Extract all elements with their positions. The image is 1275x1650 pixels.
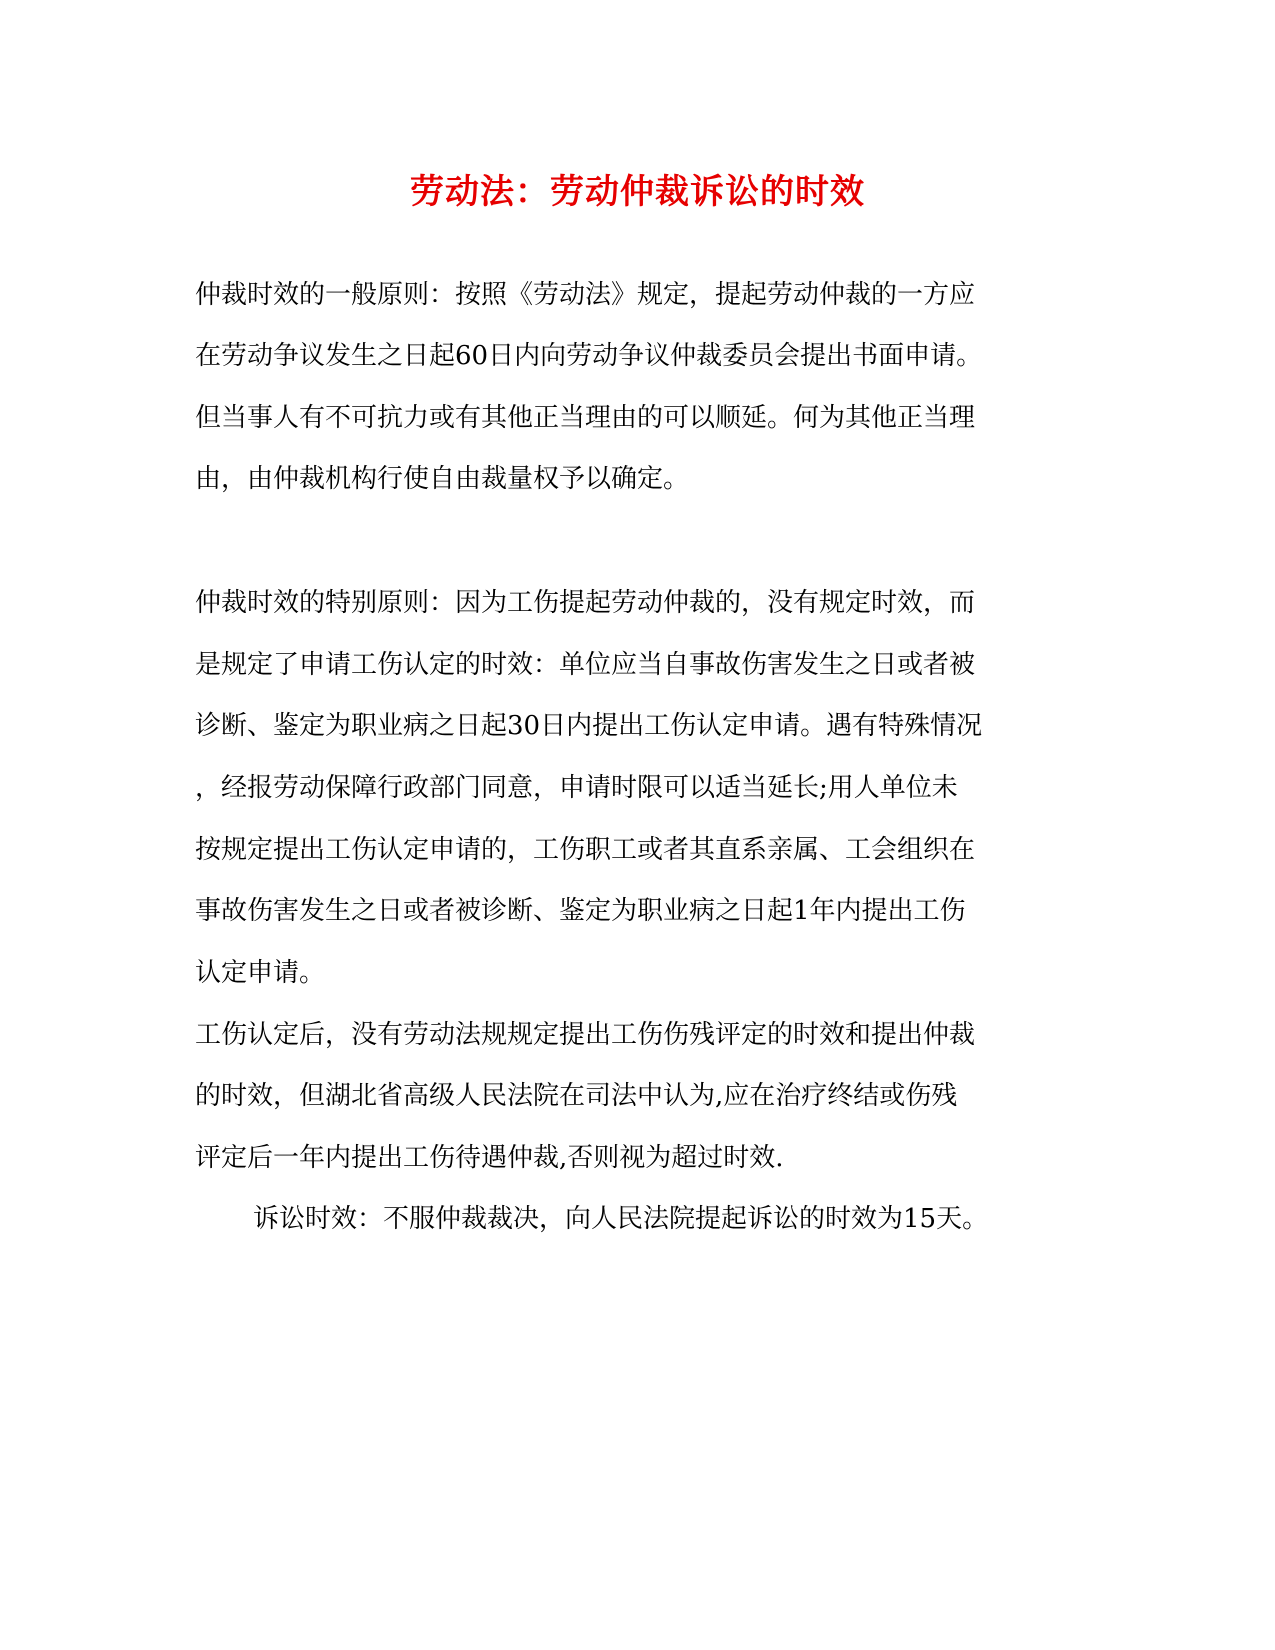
text-line: 在劳动争议发生之日起60日内向劳动争议仲裁委员会提出书面申请。 (195, 341, 983, 371)
text-line: 工伤认定后，没有劳动法规规定提出工伤伤残评定的时效和提出仲裁 (195, 1020, 976, 1050)
text-line: 是规定了申请工伤认定的时效：单位应当自事故伤害发生之日或者被 (195, 650, 976, 680)
text-line: 按规定提出工伤认定申请的，工伤职工或者其直系亲属、工会组织在 (195, 835, 976, 865)
document-title: 劳动法：劳动仲裁诉讼的时效 (410, 172, 865, 212)
text-line: 诊断、鉴定为职业病之日起30日内提出工伤认定申请。遇有特殊情况 (195, 711, 983, 741)
text-line: 由，由仲裁机构行使自由裁量权予以确定。 (195, 464, 690, 494)
text-line: 认定申请。 (195, 958, 326, 988)
text-line: 仲裁时效的特别原则：因为工伤提起劳动仲裁的，没有规定时效，而 (195, 588, 976, 618)
text-line: 的时效，但湖北省高级人民法院在司法中认为,应在治疗终结或伤残 (195, 1081, 958, 1111)
text-line: 但当事人有不可抗力或有其他正当理由的可以顺延。何为其他正当理 (195, 403, 976, 433)
text-line: 仲裁时效的一般原则：按照《劳动法》规定，提起劳动仲裁的一方应 (195, 280, 976, 310)
text-line: 评定后一年内提出工伤待遇仲裁,否则视为超过时效. (195, 1143, 784, 1173)
text-line: ，经报劳动保障行政部门同意，申请时限可以适当延长;用人单位未 (195, 773, 958, 803)
text-line: 诉讼时效：不服仲裁裁决，向人民法院提起诉讼的时效为15天。 (253, 1204, 989, 1234)
text-line: 事故伤害发生之日或者被诊断、鉴定为职业病之日起1年内提出工伤 (195, 896, 966, 926)
